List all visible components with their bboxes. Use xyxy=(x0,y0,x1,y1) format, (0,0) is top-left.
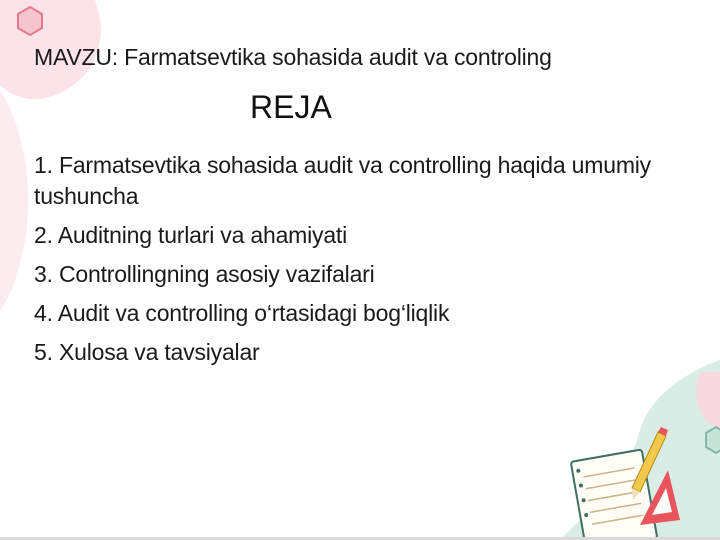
plan-item-1: 1. Farmatsevtika sohasida audit va controlling haqida umumiy tushuncha xyxy=(34,152,651,209)
plan-item-4: 4. Audit va controlling o‘rtasidagi bog‘liqlik xyxy=(34,300,450,326)
slide-topic: MAVZU: Farmatsevtika sohasida audit va controling xyxy=(34,44,552,70)
plan-heading: REJA xyxy=(250,89,332,125)
plan-list xyxy=(34,150,654,376)
plan-item-2: 2. Auditning turlari va ahamiyati xyxy=(34,222,348,248)
plan-item-5: 5. Xulosa va tavsiyalar xyxy=(34,339,260,365)
hexagon-outline-icon xyxy=(18,7,42,35)
plan-item-3: 3. Controllingning asosiy vazifalari xyxy=(34,261,375,287)
hexagon-outline-icon xyxy=(706,427,720,453)
